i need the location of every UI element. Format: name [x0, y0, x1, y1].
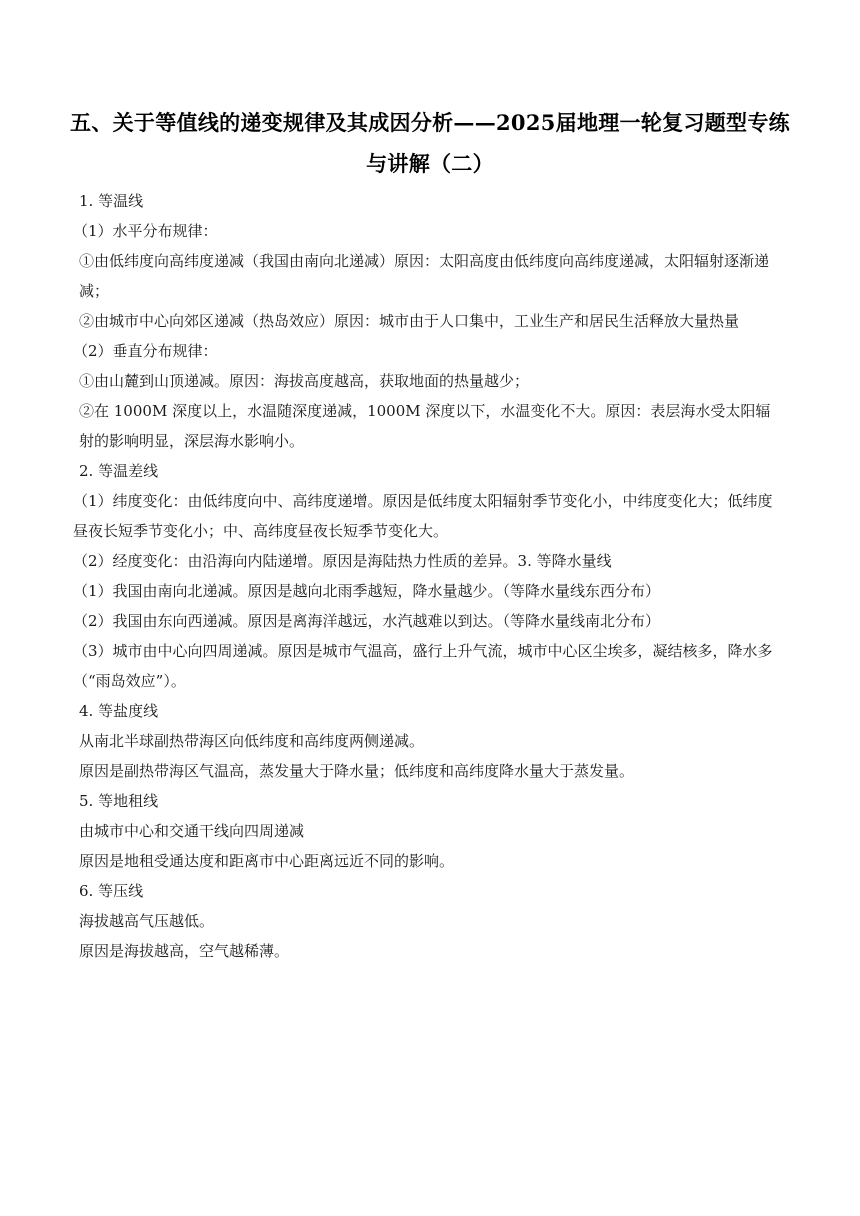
section-heading-isotherm: 1. 等温线 [79, 192, 144, 210]
paragraph-latitude-decrease: ①由低纬度向高纬度递减（我国由南向北递减）原因：太阳高度由低纬度向高纬度递减，太阳辐射逐渐递减； [79, 252, 770, 300]
paragraph-heat-island: ②由城市中心向郊区递减（热岛效应）原因：城市由于人口集中，工业生产和居民生活释放大量热量 [79, 312, 740, 330]
section-heading-isohaline: 4. 等盐度线 [79, 702, 159, 720]
paragraph-salinity-pattern: 从南北半球副热带海区向低纬度和高纬度两侧递减。 [79, 732, 425, 750]
paragraph-land-rent-pattern: 由城市中心和交通干线向四周递减 [79, 822, 305, 840]
section-heading-isotherm-range: 2. 等温差线 [79, 462, 159, 480]
paragraph-mountain-decrease: ①由山麓到山顶递减。原因：海拔高度越高，获取地面的热量越少； [79, 372, 530, 390]
subheading-vertical-distribution: （2）垂直分布规律： [73, 342, 218, 360]
paragraph-precip-south-north: （1）我国由南向北递减。原因是越向北雨季越短，降水量越少。（等降水量线东西分布） [73, 582, 661, 600]
paragraph-precip-east-west: （2）我国由东向西递减。原因是离海洋越远，水汽越难以到达。（等降水量线南北分布） [73, 612, 661, 630]
section-heading-isobar: 6. 等压线 [79, 882, 144, 900]
subheading-horizontal-distribution: （1）水平分布规律： [73, 222, 218, 240]
document-title: 五、关于等值线的递变规律及其成因分析——2025届地理一轮复习题型专练与讲解（二） [70, 110, 790, 176]
paragraph-pressure-reason: 原因是海拔越高，空气越稀薄。 [79, 942, 290, 960]
paragraph-ocean-depth: ②在 1000M 深度以上，水温随深度递减，1000M 深度以下，水温变化不大。原因：表层海水受太阳辐射的影响明显，深层海水影响小。 [79, 402, 771, 450]
paragraph-longitude-change: （2）经度变化：由沿海向内陆递增。原因是海陆热力性质的差异。3. 等降水量线 [73, 552, 612, 570]
paragraph-pressure-pattern: 海拔越高气压越低。 [79, 912, 215, 930]
paragraph-salinity-reason: 原因是副热带海区气温高，蒸发量大于降水量；低纬度和高纬度降水量大于蒸发量。 [79, 762, 635, 780]
document-body [73, 186, 784, 966]
paragraph-latitude-change: （1）纬度变化：由低纬度向中、高纬度递增。原因是低纬度太阳辐射季节变化小，中纬度变化大；低纬度昼夜长短季节变化小；中、高纬度昼夜长短季节变化大。 [73, 492, 773, 540]
section-heading-land-rent: 5. 等地租线 [79, 792, 159, 810]
paragraph-rain-island: （3）城市由中心向四周递减。原因是城市气温高，盛行上升气流，城市中心区尘埃多，凝结核多，降水多（“雨岛效应”）。 [73, 642, 773, 690]
paragraph-land-rent-reason: 原因是地租受通达度和距离市中心距离远近不同的影响。 [79, 852, 455, 870]
